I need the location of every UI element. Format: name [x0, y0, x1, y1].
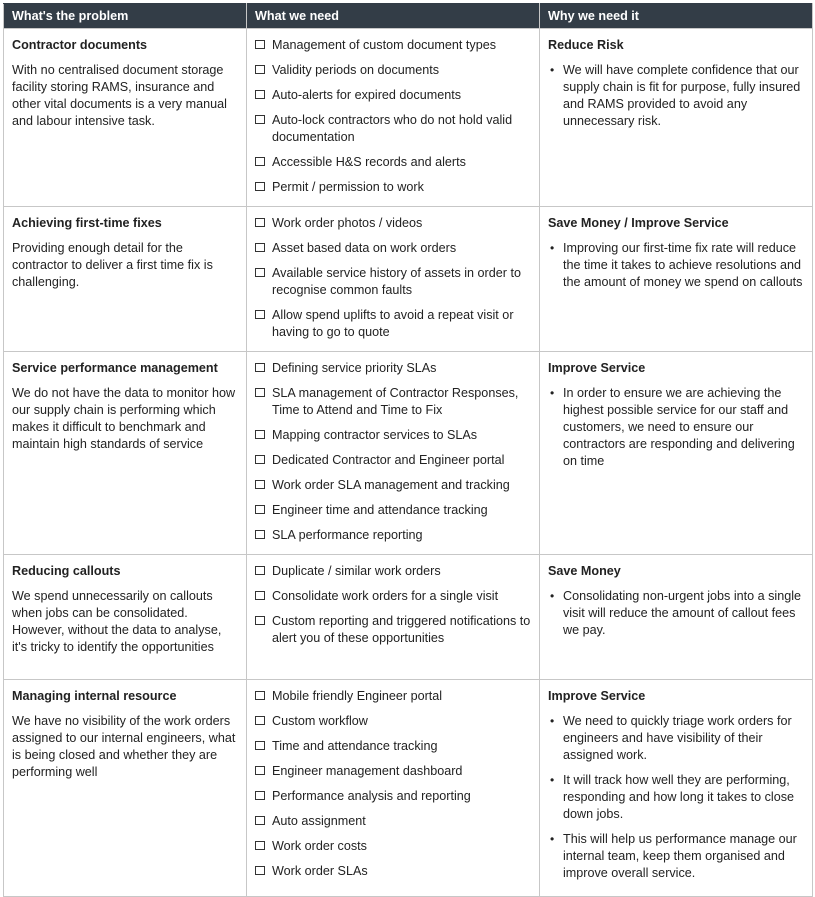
problem-description: We have no visibility of the work orders assigned to our internal engineers, what is being closed and whether they are performing well	[12, 714, 236, 779]
why-cell	[540, 29, 813, 207]
checkbox-icon	[255, 841, 265, 850]
bullet-icon: •	[550, 832, 555, 846]
checkbox-icon	[255, 243, 265, 252]
need-item	[255, 738, 531, 755]
checkbox-icon	[255, 691, 265, 700]
need-item	[255, 37, 531, 54]
need-text: Auto-alerts for expired documents	[272, 88, 461, 102]
header-row	[4, 4, 813, 29]
problem-description: Providing enough detail for the contractor to deliver a first time fix is challenging.	[12, 241, 213, 289]
checkbox-icon	[255, 480, 265, 489]
why-text: We will have complete confidence that our supply chain is fit for purpose, fully insured and RAMS provided to avoid any unnecessary risk.	[563, 63, 801, 128]
checkbox-icon	[255, 791, 265, 800]
need-text: Mobile friendly Engineer portal	[272, 689, 443, 703]
checkbox-icon	[255, 182, 265, 191]
need-item	[255, 763, 531, 780]
needs-list	[255, 215, 531, 341]
checkbox-icon	[255, 455, 265, 464]
need-text: Allow spend uplifts to avoid a repeat visit or having to go to quote	[272, 308, 514, 339]
checkbox-icon	[255, 310, 265, 319]
why-list	[548, 240, 804, 291]
need-text: SLA management of Contractor Responses, Time to Attend and Time to Fix	[272, 386, 519, 417]
table-row	[4, 352, 813, 555]
needs-cell	[247, 207, 540, 352]
requirements-table	[3, 3, 813, 897]
table-body	[4, 29, 813, 897]
why-title: Save Money	[548, 564, 621, 578]
need-text: SLA performance reporting	[272, 528, 423, 542]
need-text: Auto-lock contractors who do not hold valid documentation	[272, 113, 513, 144]
problem-cell	[4, 352, 247, 555]
checkbox-icon	[255, 616, 265, 625]
why-cell	[540, 352, 813, 555]
need-text: Custom workflow	[272, 714, 368, 728]
need-item	[255, 112, 531, 146]
problem-title: Managing internal resource	[12, 689, 177, 703]
need-item	[255, 613, 531, 647]
bullet-icon: •	[550, 386, 555, 400]
needs-cell	[247, 29, 540, 207]
why-item	[548, 772, 804, 823]
problem-description: With no centralised document storage facility storing RAMS, insurance and other vital documents is a very manual and labour intensive task.	[12, 63, 227, 128]
why-text: In order to ensure we are achieving the highest possible service for our staff and customers, we need to ensure our contractors are responding and delivering on time	[563, 386, 795, 468]
why-item	[548, 240, 804, 291]
bullet-icon: •	[550, 63, 555, 77]
needs-list	[255, 360, 531, 544]
bullet-icon: •	[550, 773, 555, 787]
need-item	[255, 502, 531, 519]
checkbox-icon	[255, 566, 265, 575]
need-item	[255, 360, 531, 377]
need-item	[255, 588, 531, 605]
checkbox-icon	[255, 268, 265, 277]
checkbox-icon	[255, 530, 265, 539]
need-text: Work order SLA management and tracking	[272, 478, 510, 492]
needs-cell	[247, 680, 540, 897]
header-need: What we need	[247, 4, 540, 29]
need-item	[255, 527, 531, 544]
problem-title: Achieving first-time fixes	[12, 216, 162, 230]
why-item	[548, 588, 804, 639]
why-cell	[540, 207, 813, 352]
header-why: Why we need it	[540, 4, 813, 29]
checkbox-icon	[255, 218, 265, 227]
checkbox-icon	[255, 388, 265, 397]
why-list	[548, 588, 804, 639]
needs-list	[255, 688, 531, 880]
checkbox-icon	[255, 766, 265, 775]
need-text: Dedicated Contractor and Engineer portal	[272, 453, 505, 467]
checkbox-icon	[255, 115, 265, 124]
need-item	[255, 477, 531, 494]
why-item	[548, 831, 804, 882]
why-text: Improving our first-time fix rate will reduce the time it takes to achieve resolutions and the amount of money we spend on callouts	[563, 241, 803, 289]
checkbox-icon	[255, 90, 265, 99]
why-title: Improve Service	[548, 689, 646, 703]
need-item	[255, 452, 531, 469]
need-item	[255, 179, 531, 196]
need-text: Auto assignment	[272, 814, 366, 828]
need-item	[255, 62, 531, 79]
need-text: Performance analysis and reporting	[272, 789, 471, 803]
why-title: Reduce Risk	[548, 38, 624, 52]
problem-description: We spend unnecessarily on callouts when jobs can be consolidated. However, without the data to analyse, it's tricky to identify the opportunities	[12, 589, 222, 654]
need-text: Validity periods on documents	[272, 63, 440, 77]
need-text: Time and attendance tracking	[272, 739, 438, 753]
header-problem: What's the problem	[4, 4, 247, 29]
needs-cell	[247, 352, 540, 555]
need-text: Defining service priority SLAs	[272, 361, 437, 375]
why-list	[548, 713, 804, 882]
needs-list	[255, 37, 531, 196]
need-text: Engineer time and attendance tracking	[272, 503, 488, 517]
why-title: Improve Service	[548, 361, 646, 375]
table-row	[4, 207, 813, 352]
problem-cell	[4, 29, 247, 207]
problem-title: Reducing callouts	[12, 564, 121, 578]
need-item	[255, 307, 531, 341]
why-list	[548, 385, 804, 470]
need-text: Accessible H&S records and alerts	[272, 155, 466, 169]
why-item	[548, 713, 804, 764]
checkbox-icon	[255, 716, 265, 725]
need-item	[255, 563, 531, 580]
checkbox-icon	[255, 816, 265, 825]
need-text: Work order SLAs	[272, 864, 368, 878]
why-item	[548, 385, 804, 470]
why-list	[548, 62, 804, 130]
need-item	[255, 385, 531, 419]
need-text: Management of custom document types	[272, 38, 497, 52]
checkbox-icon	[255, 65, 265, 74]
needs-cell	[247, 555, 540, 680]
need-text: Permit / permission to work	[272, 180, 424, 194]
table-row	[4, 29, 813, 207]
need-item	[255, 427, 531, 444]
need-item	[255, 154, 531, 171]
why-text: It will track how well they are performing, responding and how long it takes to close down jobs.	[563, 773, 795, 821]
bullet-icon: •	[550, 241, 555, 255]
checkbox-icon	[255, 505, 265, 514]
table-row	[4, 680, 813, 897]
bullet-icon: •	[550, 714, 555, 728]
need-text: Available service history of assets in order to recognise common faults	[272, 266, 521, 297]
need-text: Duplicate / similar work orders	[272, 564, 441, 578]
why-text: This will help us performance manage our internal team, keep them organised and improve overall service.	[563, 832, 797, 880]
table-row	[4, 555, 813, 680]
checkbox-icon	[255, 430, 265, 439]
need-item	[255, 813, 531, 830]
need-text: Work order costs	[272, 839, 367, 853]
needs-list	[255, 563, 531, 647]
need-item	[255, 863, 531, 880]
need-text: Consolidate work orders for a single visit	[272, 589, 499, 603]
need-text: Work order photos / videos	[272, 216, 423, 230]
bullet-icon: •	[550, 589, 555, 603]
why-title: Save Money / Improve Service	[548, 216, 729, 230]
need-item	[255, 87, 531, 104]
need-item	[255, 713, 531, 730]
why-item	[548, 62, 804, 130]
checkbox-icon	[255, 363, 265, 372]
need-item	[255, 215, 531, 232]
need-text: Asset based data on work orders	[272, 241, 457, 255]
problem-title: Contractor documents	[12, 38, 148, 52]
need-text: Engineer management dashboard	[272, 764, 463, 778]
problem-cell	[4, 680, 247, 897]
why-cell	[540, 555, 813, 680]
checkbox-icon	[255, 741, 265, 750]
problem-cell	[4, 207, 247, 352]
problem-title: Service performance management	[12, 361, 218, 375]
need-item	[255, 788, 531, 805]
problem-description: We do not have the data to monitor how our supply chain is performing which makes it difficult to benchmark and maintain high standards of service	[12, 386, 236, 451]
need-item	[255, 240, 531, 257]
why-text: We need to quickly triage work orders for engineers and have visibility of their assigned work.	[563, 714, 792, 762]
checkbox-icon	[255, 591, 265, 600]
need-item	[255, 265, 531, 299]
why-text: Consolidating non-urgent jobs into a single visit will reduce the amount of callout fees we pay.	[563, 589, 802, 637]
checkbox-icon	[255, 157, 265, 166]
checkbox-icon	[255, 40, 265, 49]
need-item	[255, 688, 531, 705]
need-text: Mapping contractor services to SLAs	[272, 428, 478, 442]
checkbox-icon	[255, 866, 265, 875]
problem-cell	[4, 555, 247, 680]
need-item	[255, 838, 531, 855]
need-text: Custom reporting and triggered notifications to alert you of these opportunities	[272, 614, 531, 645]
why-cell	[540, 680, 813, 897]
